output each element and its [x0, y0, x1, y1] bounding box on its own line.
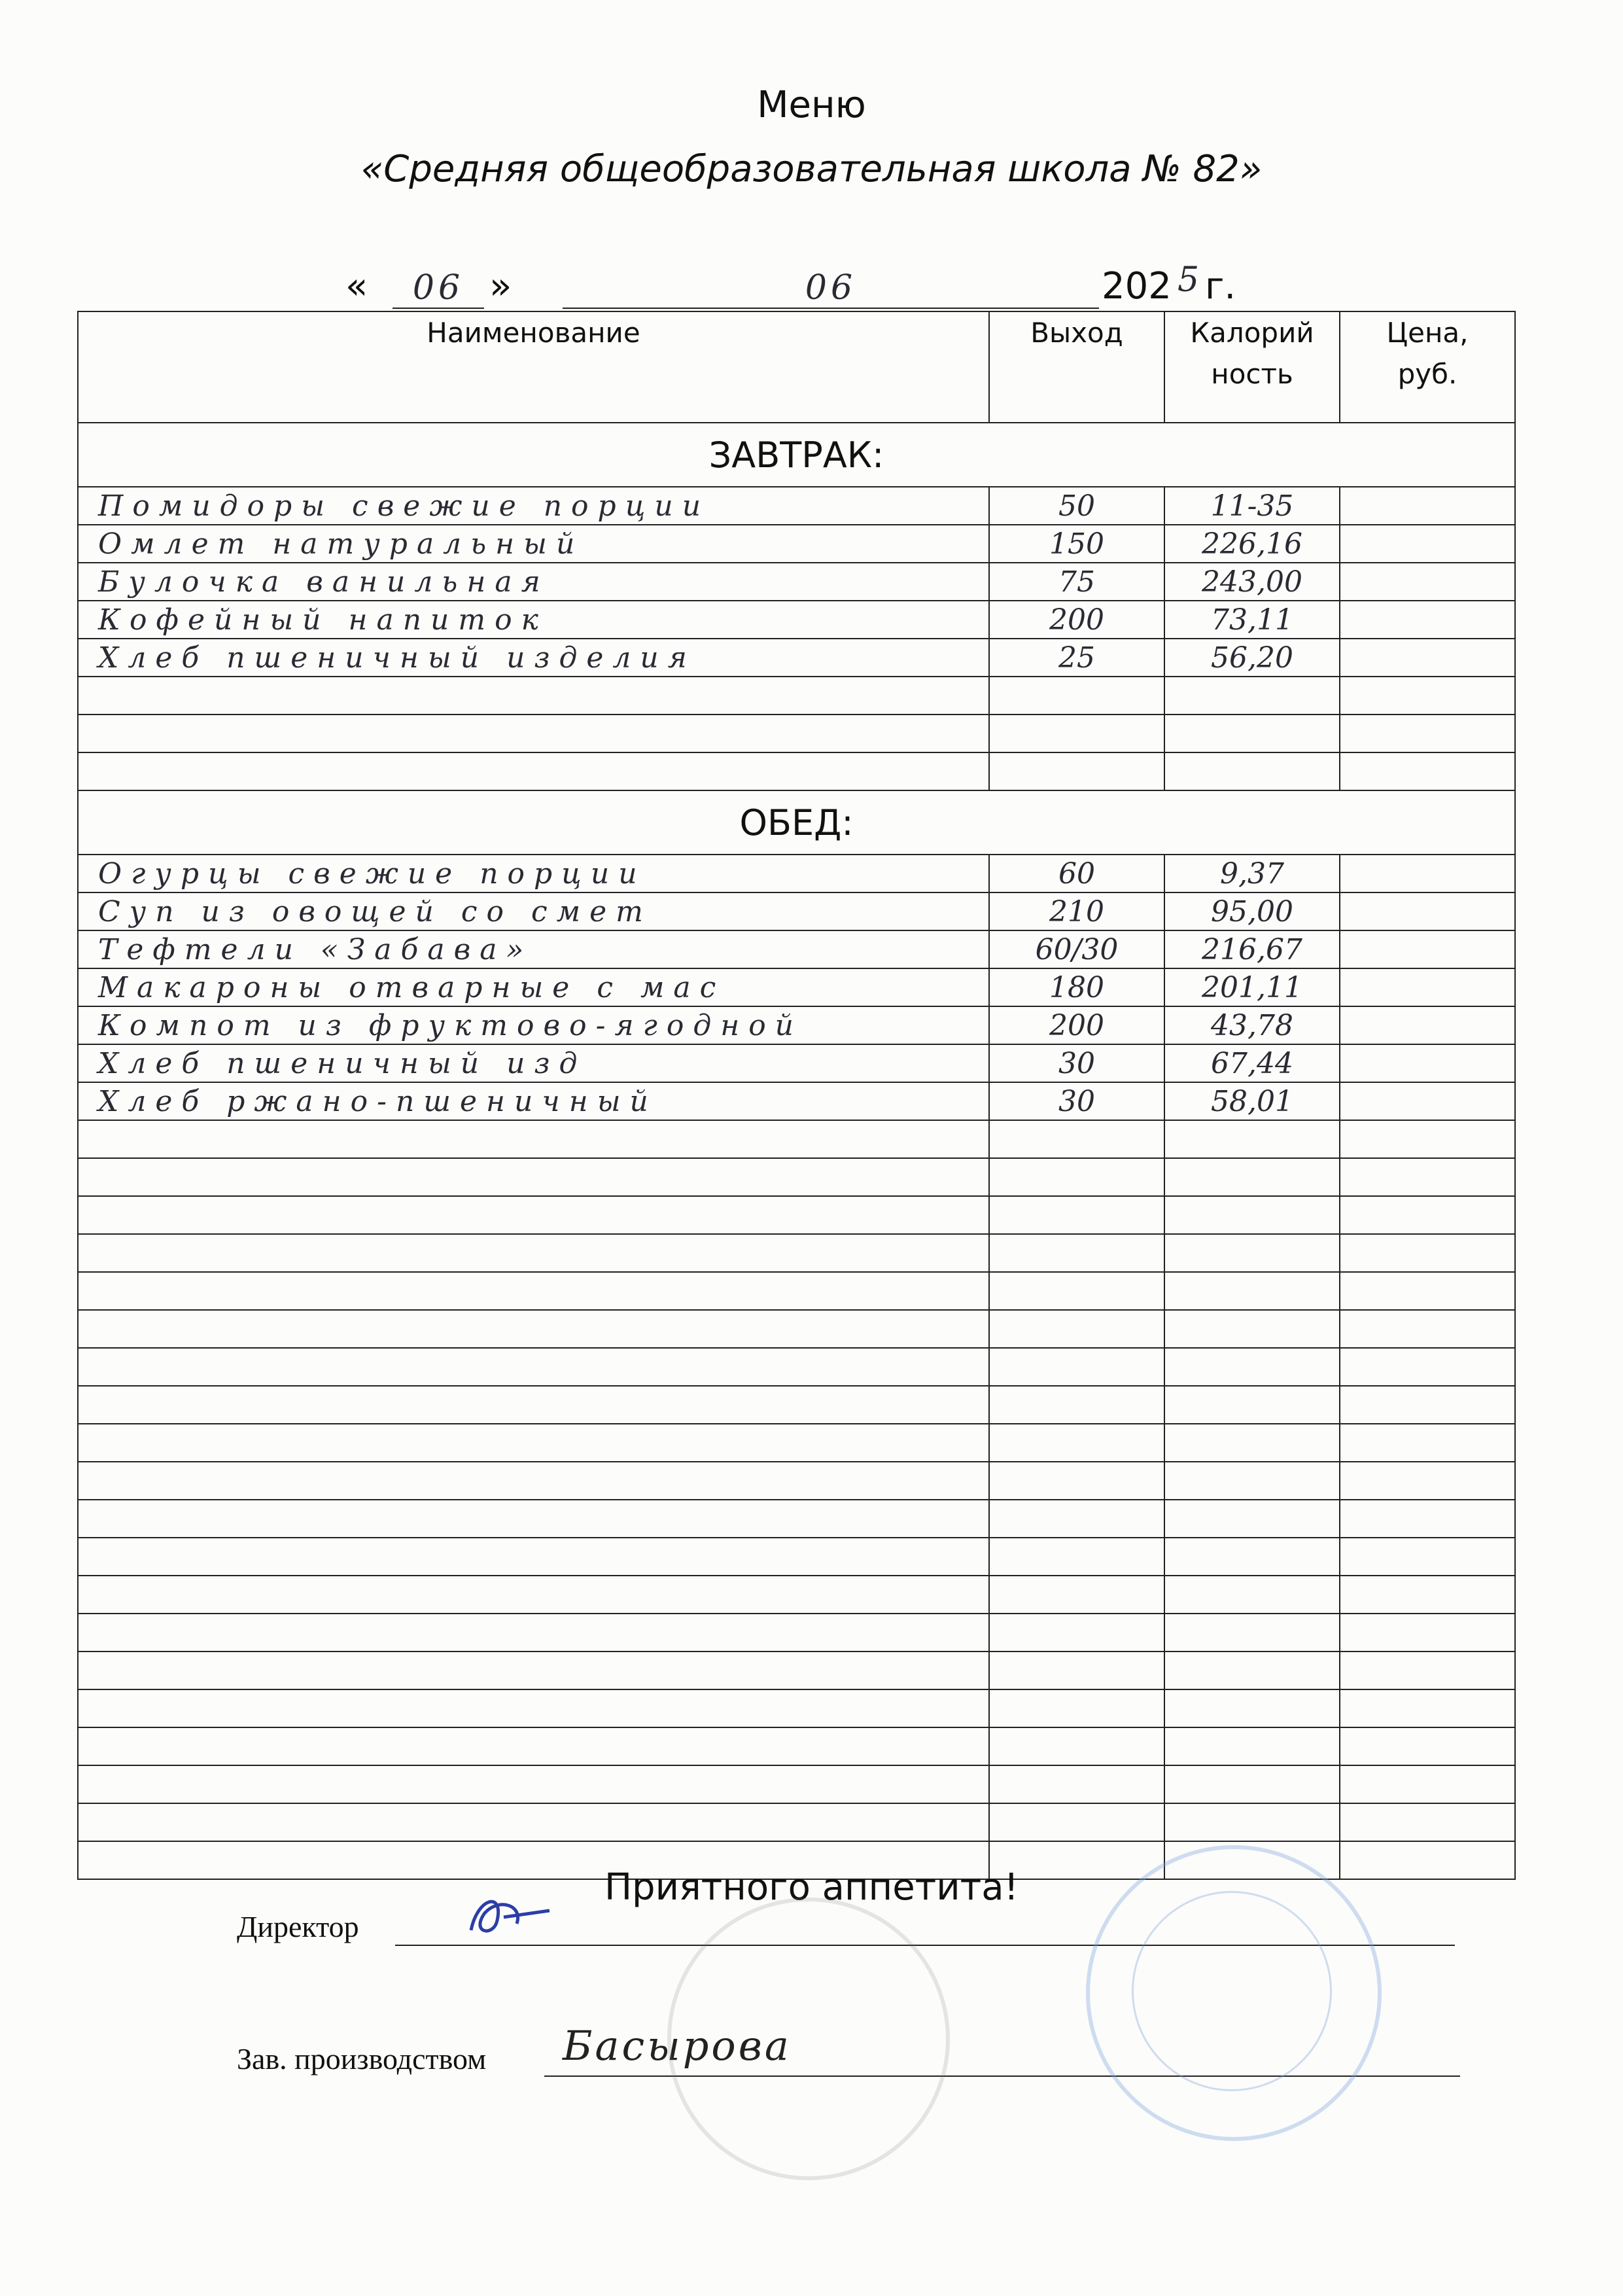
- item-name: [78, 1120, 989, 1158]
- item-output: 150: [989, 525, 1164, 563]
- item-name: [78, 715, 989, 752]
- item-name: [78, 752, 989, 790]
- breakfast-rows: [78, 487, 1515, 790]
- manager-label: Зав. производством: [237, 2042, 487, 2075]
- item-name: [78, 677, 989, 715]
- menu-table: [77, 311, 1516, 1880]
- table-row: [78, 1006, 1515, 1044]
- date-year-suffix: г.: [1205, 265, 1236, 308]
- item-output: [989, 752, 1164, 790]
- table-row: [78, 1196, 1515, 1234]
- table-row: [78, 1500, 1515, 1538]
- item-name: [78, 1158, 989, 1196]
- item-name: [78, 1651, 989, 1689]
- table-row: [78, 601, 1515, 639]
- item-calories: [1164, 1158, 1340, 1196]
- item-calories: [1164, 1120, 1340, 1158]
- table-row: [78, 487, 1515, 525]
- table-row: [78, 930, 1515, 968]
- table-row: [78, 563, 1515, 601]
- item-price: [1340, 1614, 1515, 1651]
- item-name: [78, 1614, 989, 1651]
- item-calories: [1164, 1196, 1340, 1234]
- item-calories: [1164, 1765, 1340, 1803]
- item-calories: [1164, 1727, 1340, 1765]
- item-output: 200: [989, 601, 1164, 639]
- item-calories: 58,01: [1164, 1082, 1340, 1120]
- item-price: [1340, 1765, 1515, 1803]
- item-calories: [1164, 1576, 1340, 1614]
- item-price: [1340, 639, 1515, 677]
- date-month: 06: [563, 268, 1099, 309]
- item-name: [78, 1348, 989, 1386]
- item-output: 180: [989, 968, 1164, 1006]
- item-price: [1340, 1158, 1515, 1196]
- item-calories: 243,00: [1164, 563, 1340, 601]
- header-price: [1340, 311, 1515, 423]
- item-calories: 73,11: [1164, 601, 1340, 639]
- item-calories: 95,00: [1164, 892, 1340, 930]
- item-calories: [1164, 1651, 1340, 1689]
- item-price: [1340, 525, 1515, 563]
- item-name: Компот из фруктово-ягодной: [78, 1006, 989, 1044]
- item-price: [1340, 677, 1515, 715]
- page-title: Меню: [757, 84, 866, 126]
- item-price: [1340, 1234, 1515, 1272]
- breakfast-section-row: [78, 423, 1515, 487]
- item-price: [1340, 1310, 1515, 1348]
- item-output: [989, 1765, 1164, 1803]
- date-day: 06: [393, 268, 484, 309]
- item-price: [1340, 1462, 1515, 1500]
- header-output: Выход: [989, 311, 1164, 423]
- item-price: [1340, 1348, 1515, 1386]
- table-row: [78, 1689, 1515, 1727]
- table-row: [78, 525, 1515, 563]
- item-name: [78, 1500, 989, 1538]
- header-price-line2: руб.: [1397, 358, 1457, 390]
- table-row: [78, 892, 1515, 930]
- table-row: [78, 639, 1515, 677]
- item-name: [78, 1196, 989, 1234]
- item-name: [78, 1538, 989, 1576]
- item-name: Макароны отварные с мас: [78, 968, 989, 1006]
- item-calories: [1164, 1462, 1340, 1500]
- table-row: [78, 1576, 1515, 1614]
- item-calories: [1164, 752, 1340, 790]
- item-calories: [1164, 715, 1340, 752]
- table-row: [78, 1044, 1515, 1082]
- item-output: 30: [989, 1082, 1164, 1120]
- item-calories: [1164, 1272, 1340, 1310]
- item-price: [1340, 968, 1515, 1006]
- item-output: [989, 1576, 1164, 1614]
- table-row: [78, 1120, 1515, 1158]
- table-row: [78, 1538, 1515, 1576]
- item-calories: [1164, 1803, 1340, 1841]
- item-output: 210: [989, 892, 1164, 930]
- item-output: 200: [989, 1006, 1164, 1044]
- table-row: [78, 1082, 1515, 1120]
- item-output: [989, 1234, 1164, 1272]
- item-price: [1340, 601, 1515, 639]
- header-calories-line2: ность: [1211, 358, 1293, 390]
- item-name: [78, 1424, 989, 1462]
- item-calories: 9,37: [1164, 855, 1340, 892]
- table-row: [78, 1234, 1515, 1272]
- table-row: [78, 1727, 1515, 1765]
- item-name: Хлеб ржано-пшеничный: [78, 1082, 989, 1120]
- item-name: Булочка ванильная: [78, 563, 989, 601]
- manager-signature: Басырова: [563, 2022, 792, 2070]
- item-output: [989, 1424, 1164, 1462]
- item-output: 60: [989, 855, 1164, 892]
- director-label: Директор: [237, 1910, 359, 1943]
- item-output: [989, 1196, 1164, 1234]
- item-name: [78, 1689, 989, 1727]
- item-calories: [1164, 1538, 1340, 1576]
- item-output: [989, 1120, 1164, 1158]
- item-price: [1340, 715, 1515, 752]
- table-row: [78, 1651, 1515, 1689]
- table-row: [78, 1348, 1515, 1386]
- farewell-text: Приятного аппетита!: [604, 1866, 1019, 1909]
- table-row: [78, 1803, 1515, 1841]
- item-price: [1340, 930, 1515, 968]
- item-output: [989, 1614, 1164, 1651]
- round-stamp-left: [667, 1898, 950, 2180]
- lunch-section-row: [78, 790, 1515, 855]
- item-calories: [1164, 677, 1340, 715]
- item-price: [1340, 1196, 1515, 1234]
- item-calories: [1164, 1500, 1340, 1538]
- date-year-digit: 5: [1178, 260, 1200, 300]
- item-price: [1340, 1272, 1515, 1310]
- item-price: [1340, 1006, 1515, 1044]
- item-output: [989, 1538, 1164, 1576]
- item-name: Суп из овощей со смет: [78, 892, 989, 930]
- item-price: [1340, 1689, 1515, 1727]
- item-name: [78, 1576, 989, 1614]
- item-calories: [1164, 1310, 1340, 1348]
- table-row: [78, 968, 1515, 1006]
- item-output: [989, 1386, 1164, 1424]
- item-price: [1340, 1803, 1515, 1841]
- item-output: [989, 1651, 1164, 1689]
- item-name: Кофейный напиток: [78, 601, 989, 639]
- date-day-open-quote: «: [345, 265, 368, 308]
- item-output: [989, 1310, 1164, 1348]
- item-price: [1340, 563, 1515, 601]
- item-output: [989, 677, 1164, 715]
- item-name: [78, 1462, 989, 1500]
- item-output: [989, 1272, 1164, 1310]
- table-row: [78, 1272, 1515, 1310]
- header-calories-line1: Калорий: [1190, 317, 1314, 349]
- lunch-rows: [78, 855, 1515, 1879]
- item-output: 25: [989, 639, 1164, 677]
- item-output: 60/30: [989, 930, 1164, 968]
- item-name: Хлеб пшеничный изд: [78, 1044, 989, 1082]
- table-header-row: [78, 311, 1515, 423]
- item-price: [1340, 1538, 1515, 1576]
- item-name: [78, 1386, 989, 1424]
- table-row: [78, 752, 1515, 790]
- item-name: [78, 1765, 989, 1803]
- date-day-close-quote: »: [489, 265, 512, 308]
- item-output: [989, 1803, 1164, 1841]
- round-stamp-inner: [1132, 1891, 1332, 2091]
- item-output: [989, 1348, 1164, 1386]
- table-row: [78, 855, 1515, 892]
- item-calories: [1164, 1234, 1340, 1272]
- date-year-printed: 202: [1102, 265, 1172, 308]
- school-name: «Средняя общеобразовательная школа № 82»: [360, 148, 1263, 190]
- item-output: [989, 1689, 1164, 1727]
- item-calories: [1164, 1386, 1340, 1424]
- item-name: Хлеб пшеничный изделия: [78, 639, 989, 677]
- item-calories: 216,67: [1164, 930, 1340, 968]
- item-name: Помидоры свежие порции: [78, 487, 989, 525]
- item-output: [989, 1158, 1164, 1196]
- lunch-label: ОБЕД:: [78, 790, 1515, 855]
- item-calories: 43,78: [1164, 1006, 1340, 1044]
- item-calories: [1164, 1614, 1340, 1651]
- table-row: [78, 1614, 1515, 1651]
- item-price: [1340, 855, 1515, 892]
- item-output: [989, 1462, 1164, 1500]
- item-calories: 226,16: [1164, 525, 1340, 563]
- item-calories: 11-35: [1164, 487, 1340, 525]
- item-calories: [1164, 1689, 1340, 1727]
- item-name: Омлет натуральный: [78, 525, 989, 563]
- item-output: [989, 715, 1164, 752]
- item-price: [1340, 1651, 1515, 1689]
- item-price: [1340, 892, 1515, 930]
- table-row: [78, 1424, 1515, 1462]
- item-calories: 56,20: [1164, 639, 1340, 677]
- item-price: [1340, 1082, 1515, 1120]
- breakfast-label: ЗАВТРАК:: [78, 423, 1515, 487]
- item-calories: 201,11: [1164, 968, 1340, 1006]
- header-price-line1: Цена,: [1386, 317, 1469, 349]
- table-row: [78, 715, 1515, 752]
- item-calories: [1164, 1348, 1340, 1386]
- item-output: 30: [989, 1044, 1164, 1082]
- item-price: [1340, 1424, 1515, 1462]
- header-name: Наименование: [78, 311, 989, 423]
- header-calories: [1164, 311, 1340, 423]
- item-calories: [1164, 1424, 1340, 1462]
- item-output: [989, 1727, 1164, 1765]
- item-price: [1340, 1386, 1515, 1424]
- item-price: [1340, 487, 1515, 525]
- item-price: [1340, 1727, 1515, 1765]
- table-row: [78, 1462, 1515, 1500]
- item-output: 50: [989, 487, 1164, 525]
- item-output: [989, 1500, 1164, 1538]
- item-name: [78, 1234, 989, 1272]
- item-name: Тефтели «Забава»: [78, 930, 989, 968]
- item-price: [1340, 752, 1515, 790]
- item-name: [78, 1727, 989, 1765]
- item-price: [1340, 1120, 1515, 1158]
- item-price: [1340, 1044, 1515, 1082]
- table-row: [78, 677, 1515, 715]
- item-price: [1340, 1500, 1515, 1538]
- director-signature: [458, 1884, 563, 1946]
- item-calories: 67,44: [1164, 1044, 1340, 1082]
- item-name: Огурцы свежие порции: [78, 855, 989, 892]
- item-price: [1340, 1576, 1515, 1614]
- table-row: [78, 1310, 1515, 1348]
- item-name: [78, 1803, 989, 1841]
- table-row: [78, 1158, 1515, 1196]
- item-name: [78, 1272, 989, 1310]
- table-row: [78, 1765, 1515, 1803]
- table-row: [78, 1386, 1515, 1424]
- item-output: 75: [989, 563, 1164, 601]
- item-name: [78, 1310, 989, 1348]
